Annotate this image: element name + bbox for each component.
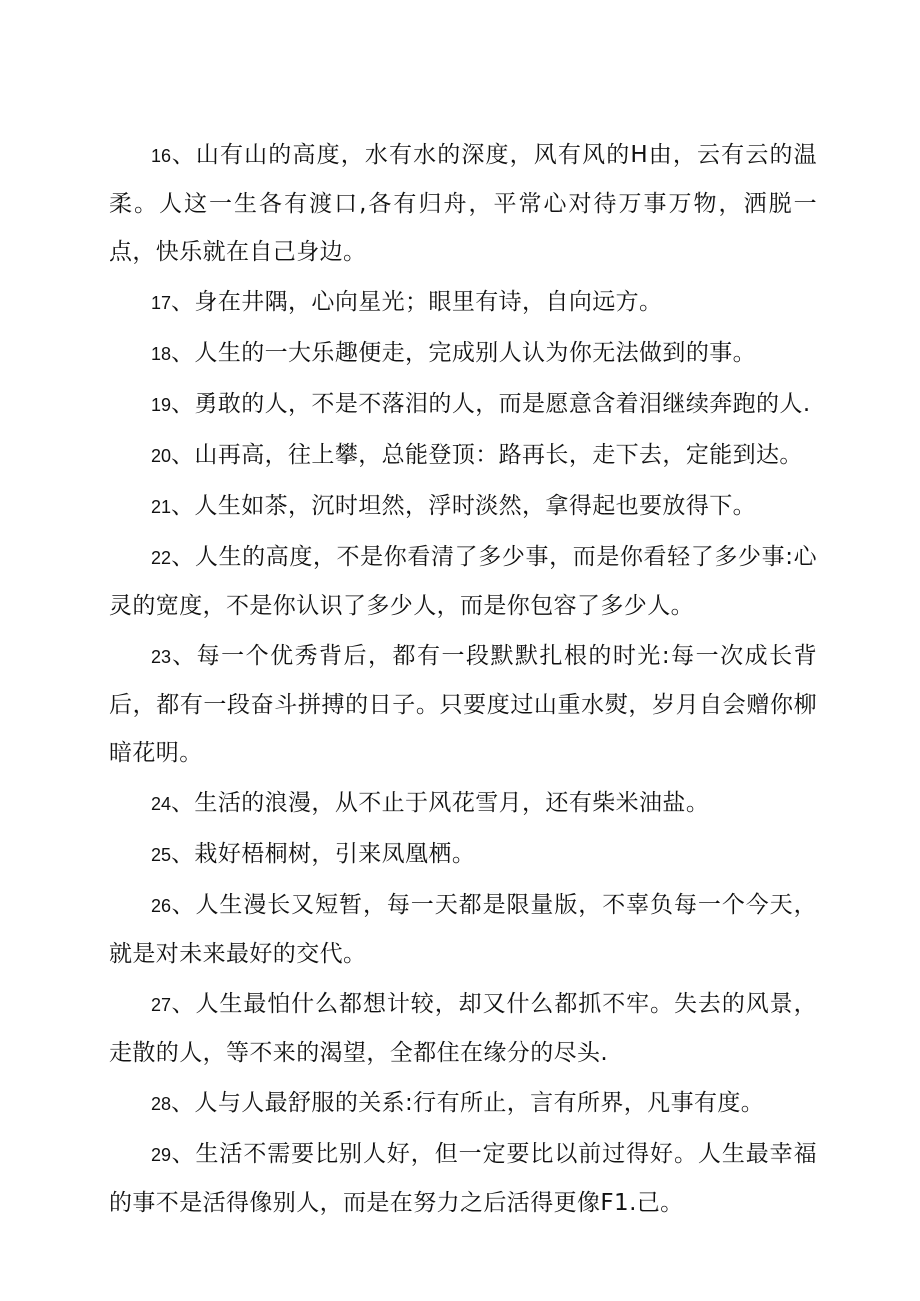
quote-text: 、人生如茶，沉时坦然，浮时淡然，拿得起也要放得下。 (171, 493, 757, 519)
quote-number: 17 (151, 293, 172, 313)
quote-text: 、勇敢的人，不是不落泪的人，而是愿意含着泪继续奔跑的人. (171, 391, 811, 417)
quote-item-23 (109, 632, 817, 777)
quote-text: 、人与人最舒服的关系:行有所止，言有所界，凡事有度。 (171, 1090, 765, 1116)
quote-number: 16 (151, 146, 172, 166)
quote-item-22 (109, 533, 817, 630)
quote-text: 、生活不需要比别人好，但一定要比以前过得好。人生最幸福的事不是活得像别人，而是在努力之后活得更像F1.己。 (109, 1141, 817, 1216)
quote-text: 、人生的高度，不是你看清了多少事，而是你看轻了多少事:心灵的宽度，不是你认识了多少人，而是你包容了多少人。 (109, 544, 817, 619)
quote-number: 25 (151, 845, 172, 865)
quote-list (109, 131, 817, 1229)
quote-number: 28 (151, 1094, 172, 1114)
quote-item-18 (109, 329, 817, 378)
quote-text: 、山再高，往上攀，总能登顶：路再长，走下去，定能到达。 (171, 442, 803, 468)
quote-item-29 (109, 1130, 817, 1227)
quote-text: 、身在井隅，心向星光；眼里有诗，自向远方。 (171, 289, 663, 315)
quote-item-21 (109, 482, 817, 531)
quote-item-25 (109, 830, 817, 879)
quote-item-24 (109, 779, 817, 828)
quote-text: 、山有山的高度，水有水的深度，风有风的H由，云有云的温柔。人这一生各有渡口,各有归舟，平常心对待万事万物，洒脱一点，快乐就在自己身边。 (109, 142, 817, 265)
quote-number: 26 (151, 896, 172, 916)
quote-number: 18 (151, 344, 172, 364)
quote-number: 21 (151, 497, 172, 517)
quote-text: 、人生的一大乐趣便走，完成别人认为你无法做到的事。 (171, 340, 757, 366)
quote-text: 、栽好梧桐树，引来凤凰栖。 (171, 841, 476, 867)
quote-text: 、人生漫长又短暂，每一天都是限量版，不辜负每一个今天，就是对未来最好的交代。 (109, 892, 817, 967)
quote-text: 、人生最怕什么都想计较，却又什么都抓不牢。失去的风景，走散的人，等不来的渴望，全都住在缘分的尽头. (109, 991, 817, 1066)
quote-number: 27 (151, 995, 172, 1015)
quote-number: 22 (151, 548, 172, 568)
quote-item-27 (109, 980, 817, 1077)
quote-number: 29 (151, 1145, 172, 1165)
quote-item-19 (109, 380, 817, 429)
quote-number: 19 (151, 395, 172, 415)
quote-text: 、生活的浪漫，从不止于风花雪月，还有柴米油盐。 (171, 790, 710, 816)
quote-item-17 (109, 278, 817, 327)
quote-number: 20 (151, 446, 172, 466)
quote-item-26 (109, 881, 817, 978)
quote-number: 23 (151, 647, 172, 667)
quote-text: 、每一个优秀背后，都有一段默默扎根的时光:每一次成长背后，都有一段奋斗拼搏的日子。只要度过山重水熨，岁月自会赠你柳暗花明。 (109, 643, 817, 766)
quote-item-20 (109, 431, 817, 480)
quote-number: 24 (151, 794, 172, 814)
quote-item-16 (109, 131, 817, 276)
quote-item-28 (109, 1079, 817, 1128)
